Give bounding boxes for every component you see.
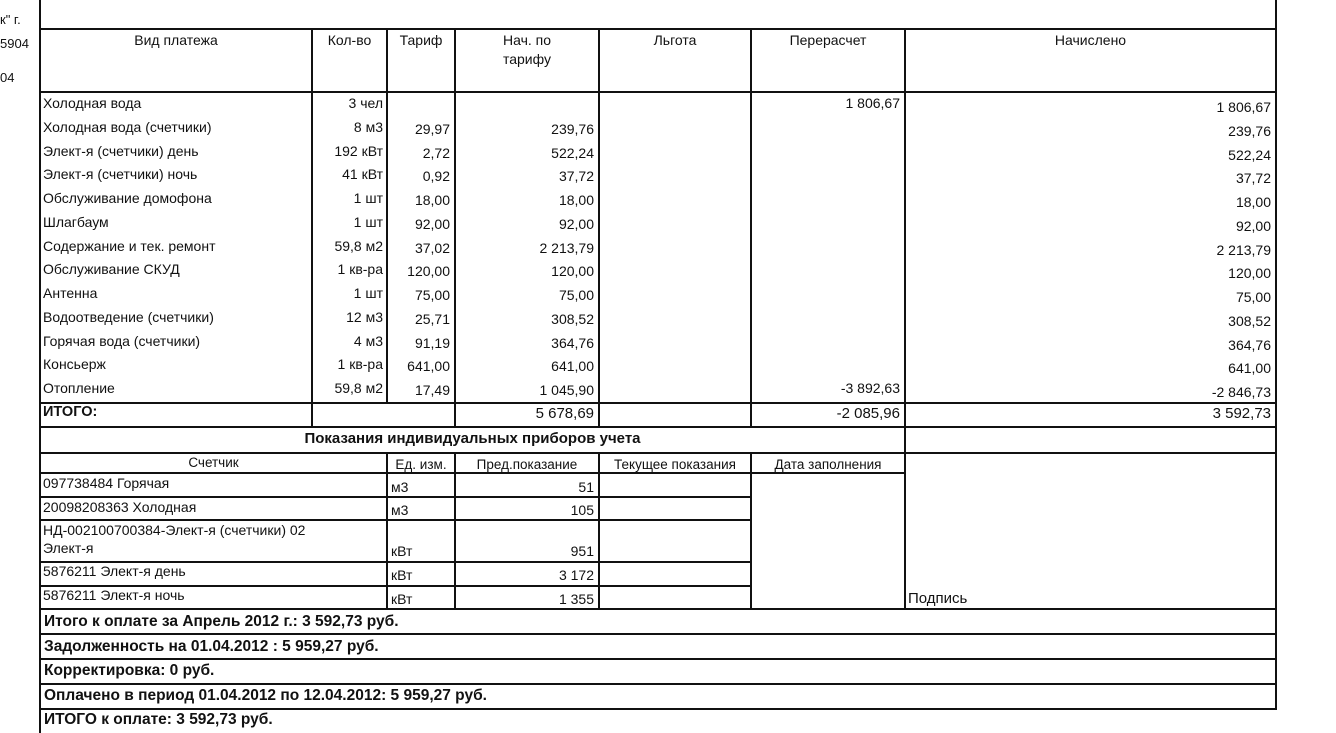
charge-name: Элект-я (счетчики) ночь: [43, 166, 198, 183]
charge-name: Консьерж: [43, 356, 106, 373]
meter-prev-reading: 1 355: [558, 591, 594, 607]
meter-unit: кВт: [391, 543, 413, 559]
meter-name: 20098208363 Холодная: [43, 499, 197, 515]
meters-header-prev: Пред.показание: [476, 457, 578, 472]
margin-fragment: 04: [0, 70, 15, 85]
meter-unit: кВт: [391, 567, 413, 583]
summary-grand-total: ИТОГО к оплате: 3 592,73 руб.: [44, 711, 273, 728]
charge-tariff: 2,72: [422, 144, 450, 161]
header-accrued-by-tariff: Нач. по тарифу: [502, 32, 552, 67]
charge-name: Холодная вода: [43, 95, 142, 111]
charge-tariff: 91,19: [414, 334, 450, 351]
charge-tariff-total: 308,52: [551, 310, 594, 327]
signature-label: Подпись: [908, 590, 968, 607]
charge-tariff: 75,00: [414, 287, 450, 303]
summary-paid: Оплачено в период 01.04.2012 по 12.04.2012: 5 959,27 руб.: [44, 687, 487, 704]
charge-accrued: -2 846,73: [1211, 384, 1271, 400]
charge-tariff: 17,49: [414, 382, 450, 398]
charge-accrued: 2 213,79: [1216, 241, 1271, 258]
meter-name: 097738484 Горячая: [43, 475, 170, 491]
charge-accrued: 308,52: [1228, 312, 1271, 329]
charge-quantity: 41 кВт: [342, 166, 383, 183]
charge-quantity: 192 кВт: [334, 142, 383, 159]
meter-unit: м3: [391, 502, 409, 518]
charge-quantity: 4 м3: [353, 332, 383, 349]
meter-name: 5876211 Элект-я ночь: [43, 587, 185, 603]
header-accrued: Начислено: [1054, 32, 1127, 48]
charge-name: Элект-я (счетчики) день: [43, 142, 199, 159]
charge-name: Отопление: [43, 380, 115, 396]
meters-title: Показания индивидуальных приборов учета: [304, 430, 641, 447]
charge-tariff-total: 37,72: [558, 168, 594, 185]
summary-debt: Задолженность на 01.04.2012 : 5 959,27 руб.: [44, 638, 379, 655]
charge-accrued: 18,00: [1235, 194, 1271, 210]
totals-accrued: 3 592,73: [1212, 405, 1271, 422]
charge-accrued: 1 806,67: [1216, 99, 1271, 115]
margin-fragment: к" г.: [0, 12, 21, 27]
charge-name: Обслуживание СКУД: [43, 261, 180, 278]
header-quantity: Кол-во: [327, 32, 372, 48]
charge-recalculation: -3 892,63: [840, 380, 900, 396]
charge-tariff: 18,00: [414, 192, 450, 208]
charge-tariff-total: 239,76: [551, 120, 594, 137]
charge-accrued: 522,24: [1228, 146, 1271, 163]
charge-tariff: 25,71: [414, 310, 450, 327]
header-payment-type: Вид платежа: [134, 32, 218, 48]
meters-header-date: Дата заполнения: [774, 457, 882, 472]
charge-quantity: 1 шт: [353, 190, 383, 206]
charge-tariff-total: 75,00: [558, 287, 594, 303]
totals-tariff-total: 5 678,69: [535, 405, 594, 422]
summary-total-for-month: Итого к оплате за Апрель 2012 г.: 3 592,73 руб.: [44, 613, 399, 630]
charge-accrued: 37,72: [1235, 170, 1271, 187]
header-tariff: Тариф: [399, 32, 443, 48]
charge-name: Горячая вода (счетчики): [43, 332, 201, 349]
charge-tariff-total: 641,00: [551, 358, 594, 375]
charge-accrued: 641,00: [1228, 360, 1271, 377]
meter-prev-reading: 105: [570, 502, 594, 518]
charge-tariff-total: 18,00: [558, 192, 594, 208]
meter-prev-reading: 3 172: [558, 567, 594, 583]
charge-quantity: 1 кв-ра: [337, 261, 383, 278]
charge-tariff-total: 92,00: [558, 215, 594, 232]
charge-tariff-total: 364,76: [551, 334, 594, 351]
charge-tariff: 29,97: [414, 120, 450, 137]
meter-prev-reading: 51: [578, 479, 594, 495]
charge-quantity: 1 шт: [353, 285, 383, 301]
charge-tariff: 0,92: [422, 168, 450, 185]
charge-tariff: 92,00: [414, 215, 450, 232]
charge-accrued: 120,00: [1228, 265, 1271, 282]
charge-tariff-total: 522,24: [551, 144, 594, 161]
charge-tariff: 641,00: [407, 358, 450, 375]
charge-tariff: 37,02: [414, 239, 450, 256]
charge-quantity: 3 чел: [348, 95, 383, 111]
meter-name: 5876211 Элект-я день: [43, 563, 186, 579]
charge-name: Обслуживание домофона: [43, 190, 212, 206]
meter-prev-reading: 951: [570, 543, 594, 559]
summary-correction: Корректировка: 0 руб.: [44, 662, 215, 679]
charge-quantity: 8 м3: [353, 118, 383, 135]
charge-quantity: 1 шт: [353, 213, 383, 230]
charge-tariff: 120,00: [407, 263, 450, 280]
meter-name: НД-002100700384-Элект-я (счетчики) 02 Элект-я: [43, 522, 306, 556]
charge-name: Водоотведение (счетчики): [43, 308, 214, 325]
charge-accrued: 92,00: [1235, 217, 1271, 234]
totals-recalculation: -2 085,96: [836, 405, 900, 422]
meter-unit: м3: [391, 479, 409, 495]
charge-quantity: 59,8 м2: [334, 380, 383, 396]
charge-tariff-total: 120,00: [551, 263, 594, 280]
charge-tariff-total: 2 213,79: [539, 239, 594, 256]
totals-label: ИТОГО:: [43, 404, 98, 420]
meters-header-current: Текущее показания: [614, 457, 736, 472]
charge-name: Холодная вода (счетчики): [43, 118, 212, 135]
charge-recalculation: 1 806,67: [845, 95, 900, 111]
charge-accrued: 364,76: [1228, 336, 1271, 353]
meters-header-unit: Ед. изм.: [395, 457, 447, 472]
header-recalculation: Перерасчет: [789, 32, 867, 48]
margin-fragment: 5904: [0, 36, 29, 51]
charge-accrued: 239,76: [1228, 122, 1271, 139]
charge-quantity: 1 кв-ра: [337, 356, 383, 373]
meters-header-meter: Счетчик: [188, 455, 239, 470]
charge-accrued: 75,00: [1235, 289, 1271, 305]
charge-name: Шлагбаум: [43, 213, 109, 230]
charge-quantity: 12 м3: [346, 308, 383, 325]
charge-quantity: 59,8 м2: [334, 237, 383, 254]
charge-name: Содержание и тек. ремонт: [43, 237, 216, 254]
meter-unit: кВт: [391, 591, 413, 607]
charge-tariff-total: 1 045,90: [539, 382, 594, 398]
header-benefit: Льгота: [653, 32, 697, 48]
charge-name: Антенна: [43, 285, 98, 301]
